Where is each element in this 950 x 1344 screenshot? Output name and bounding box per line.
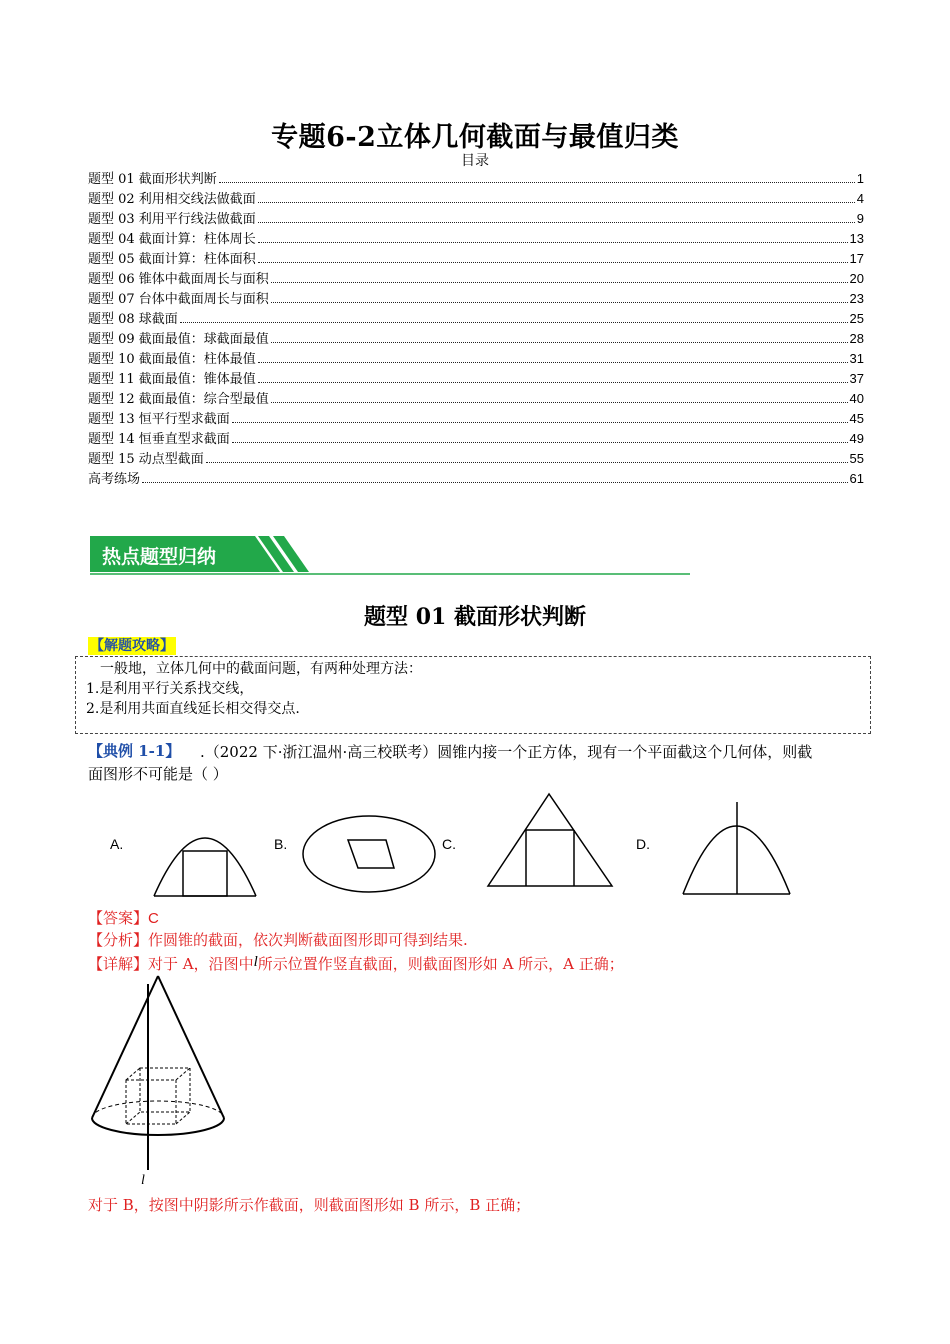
detail-text-b: 所示位置作竖直截面，则截面图形如 A 所示，A 正确； bbox=[257, 955, 624, 973]
toc-dot-leader bbox=[258, 262, 848, 263]
page-title: 专题6-2立体几何截面与最值归类 bbox=[271, 122, 679, 153]
toc-entry-page: 61 bbox=[849, 471, 864, 486]
toc-entry[interactable] bbox=[88, 368, 864, 388]
hot-topics-banner bbox=[90, 531, 691, 577]
example-question-line1: .（2022 下·浙江温州·高三校联考）圆锥内接一个正方体，现有一个平面截这个几何体，则截 bbox=[200, 743, 813, 761]
toc-entry[interactable] bbox=[88, 188, 864, 208]
toc-dot-leader bbox=[258, 382, 848, 383]
option-d-figure bbox=[680, 798, 796, 898]
option-a-figure bbox=[150, 808, 262, 898]
toc-entry[interactable] bbox=[88, 208, 864, 228]
toc-entry-page: 40 bbox=[849, 391, 864, 406]
toc-heading: 目录 bbox=[461, 153, 489, 169]
toc-entry-label: 题型 13 恒平行型求截面 bbox=[88, 412, 230, 427]
toc-dot-leader bbox=[180, 322, 848, 323]
cone-base-back bbox=[92, 1101, 224, 1118]
analysis-label: 【分析】 bbox=[88, 931, 149, 949]
parabola-curve bbox=[154, 838, 256, 896]
toc-entry[interactable] bbox=[88, 408, 864, 428]
toc-entry-label: 题型 07 台体中截面周长与面积 bbox=[88, 292, 269, 307]
toc-dot-leader bbox=[258, 242, 848, 243]
toc-entry-label: 题型 12 截面最值：综合型最值 bbox=[88, 392, 269, 407]
toc-entry-label: 题型 05 截面计算：柱体面积 bbox=[88, 252, 256, 267]
toc-entry-label: 题型 03 利用平行线法做截面 bbox=[88, 212, 256, 227]
option-c-figure bbox=[484, 790, 616, 890]
analysis-line bbox=[88, 930, 468, 950]
toc-dot-leader bbox=[271, 302, 848, 303]
toc-entry[interactable] bbox=[88, 328, 864, 348]
toc-entry[interactable] bbox=[88, 448, 864, 468]
inscribed-cube bbox=[126, 1068, 190, 1124]
toc-dot-leader bbox=[258, 222, 855, 223]
toc-entry-label: 题型 06 锥体中截面周长与面积 bbox=[88, 272, 269, 287]
toc-entry[interactable] bbox=[88, 168, 864, 188]
analysis-text: 作圆锥的截面，依次判断截面图形即可得到结果. bbox=[148, 931, 468, 949]
ellipse-shape bbox=[303, 816, 435, 892]
section-title: 题型 01 截面形状判断 bbox=[364, 604, 586, 630]
toc-entry-label: 题型 14 恒垂直型求截面 bbox=[88, 432, 230, 447]
option-b-explanation: 对于 B，按图中阴影所示作截面，则截面图形如 B 所示，B 正确； bbox=[88, 1196, 531, 1214]
toc-entry[interactable] bbox=[88, 308, 864, 328]
rhombus-shape bbox=[348, 840, 394, 868]
toc-dot-leader bbox=[271, 402, 848, 403]
answer-label: 【答案】 bbox=[88, 909, 149, 927]
option-d-label: D. bbox=[636, 836, 650, 852]
toc-entry[interactable] bbox=[88, 248, 864, 268]
toc-entry[interactable] bbox=[88, 388, 864, 408]
toc-entry[interactable] bbox=[88, 348, 864, 368]
toc-entry-label: 题型 01 截面形状判断 bbox=[88, 172, 217, 187]
table-of-contents bbox=[88, 168, 864, 488]
toc-entry-page: 17 bbox=[849, 251, 864, 266]
option-b-label: B. bbox=[274, 836, 288, 852]
toc-dot-leader bbox=[219, 182, 855, 183]
cone-right-edge bbox=[158, 976, 224, 1118]
toc-entry-page: 45 bbox=[849, 411, 864, 426]
toc-entry-page: 13 bbox=[849, 231, 864, 246]
example-label: 【典例 1-1】 bbox=[88, 742, 181, 760]
toc-entry-label: 题型 04 截面计算：柱体周长 bbox=[88, 232, 256, 247]
toc-entry[interactable] bbox=[88, 288, 864, 308]
toc-entry-page: 55 bbox=[849, 451, 864, 466]
answer-line bbox=[88, 908, 159, 929]
tip-line: 1.是利用平行关系找交线， bbox=[86, 681, 254, 697]
square-shape bbox=[183, 851, 227, 896]
toc-entry-label: 题型 08 球截面 bbox=[88, 312, 178, 327]
tips-box bbox=[75, 656, 871, 734]
answer-value: C bbox=[148, 910, 159, 927]
toc-entry[interactable] bbox=[88, 228, 864, 248]
toc-entry[interactable] bbox=[88, 468, 864, 488]
toc-entry-label: 题型 15 动点型截面 bbox=[88, 452, 204, 467]
toc-entry-page: 28 bbox=[849, 331, 864, 346]
toc-entry-page: 1 bbox=[856, 171, 864, 186]
toc-entry-page: 23 bbox=[849, 291, 864, 306]
toc-dot-leader bbox=[258, 202, 855, 203]
triangle-shape bbox=[488, 794, 612, 886]
detail-text-a: 对于 A，沿图中 bbox=[148, 955, 254, 973]
detail-line bbox=[88, 952, 624, 974]
option-c-label: C. bbox=[442, 836, 456, 852]
toc-entry-page: 37 bbox=[849, 371, 864, 386]
toc-entry-page: 49 bbox=[849, 431, 864, 446]
detail-label: 【详解】 bbox=[88, 955, 149, 973]
banner-text: 热点题型归纳 bbox=[102, 546, 217, 568]
detail-symbol-l: l bbox=[253, 954, 258, 970]
toc-entry-page: 20 bbox=[849, 271, 864, 286]
toc-entry-page: 31 bbox=[849, 351, 864, 366]
cone-figure bbox=[80, 972, 250, 1192]
toc-dot-leader bbox=[271, 342, 848, 343]
cone-base-front bbox=[92, 1118, 224, 1135]
tip-line: 一般地，立体几何中的截面问题，有两种处理方法： bbox=[100, 661, 422, 677]
toc-entry[interactable] bbox=[88, 268, 864, 288]
toc-entry-page: 25 bbox=[849, 311, 864, 326]
toc-entry-page: 9 bbox=[856, 211, 864, 226]
toc-entry-label: 题型 11 截面最值：锥体最值 bbox=[88, 372, 256, 387]
tip-line: 2.是利用共面直线延长相交得交点. bbox=[86, 701, 300, 717]
toc-dot-leader bbox=[271, 282, 848, 283]
option-a-label: A. bbox=[110, 836, 124, 852]
toc-dot-leader bbox=[258, 362, 848, 363]
toc-dot-leader bbox=[142, 482, 848, 483]
toc-entry-label: 题型 10 截面最值：柱体最值 bbox=[88, 352, 256, 367]
option-b-figure bbox=[300, 812, 440, 892]
toc-entry-label: 题型 09 截面最值：球截面最值 bbox=[88, 332, 269, 347]
toc-entry-page: 4 bbox=[856, 191, 864, 206]
toc-dot-leader bbox=[232, 422, 848, 423]
tips-label: 【解题攻略】 bbox=[90, 638, 174, 654]
toc-dot-leader bbox=[232, 442, 848, 443]
example-question-line2: 面图形不可能是（ ） bbox=[88, 765, 228, 783]
toc-dot-leader bbox=[206, 462, 848, 463]
line-label-l: l bbox=[141, 1173, 145, 1188]
toc-entry-label: 高考练场 bbox=[88, 472, 141, 487]
toc-entry-label: 题型 02 利用相交线法做截面 bbox=[88, 192, 256, 207]
toc-entry[interactable] bbox=[88, 428, 864, 448]
